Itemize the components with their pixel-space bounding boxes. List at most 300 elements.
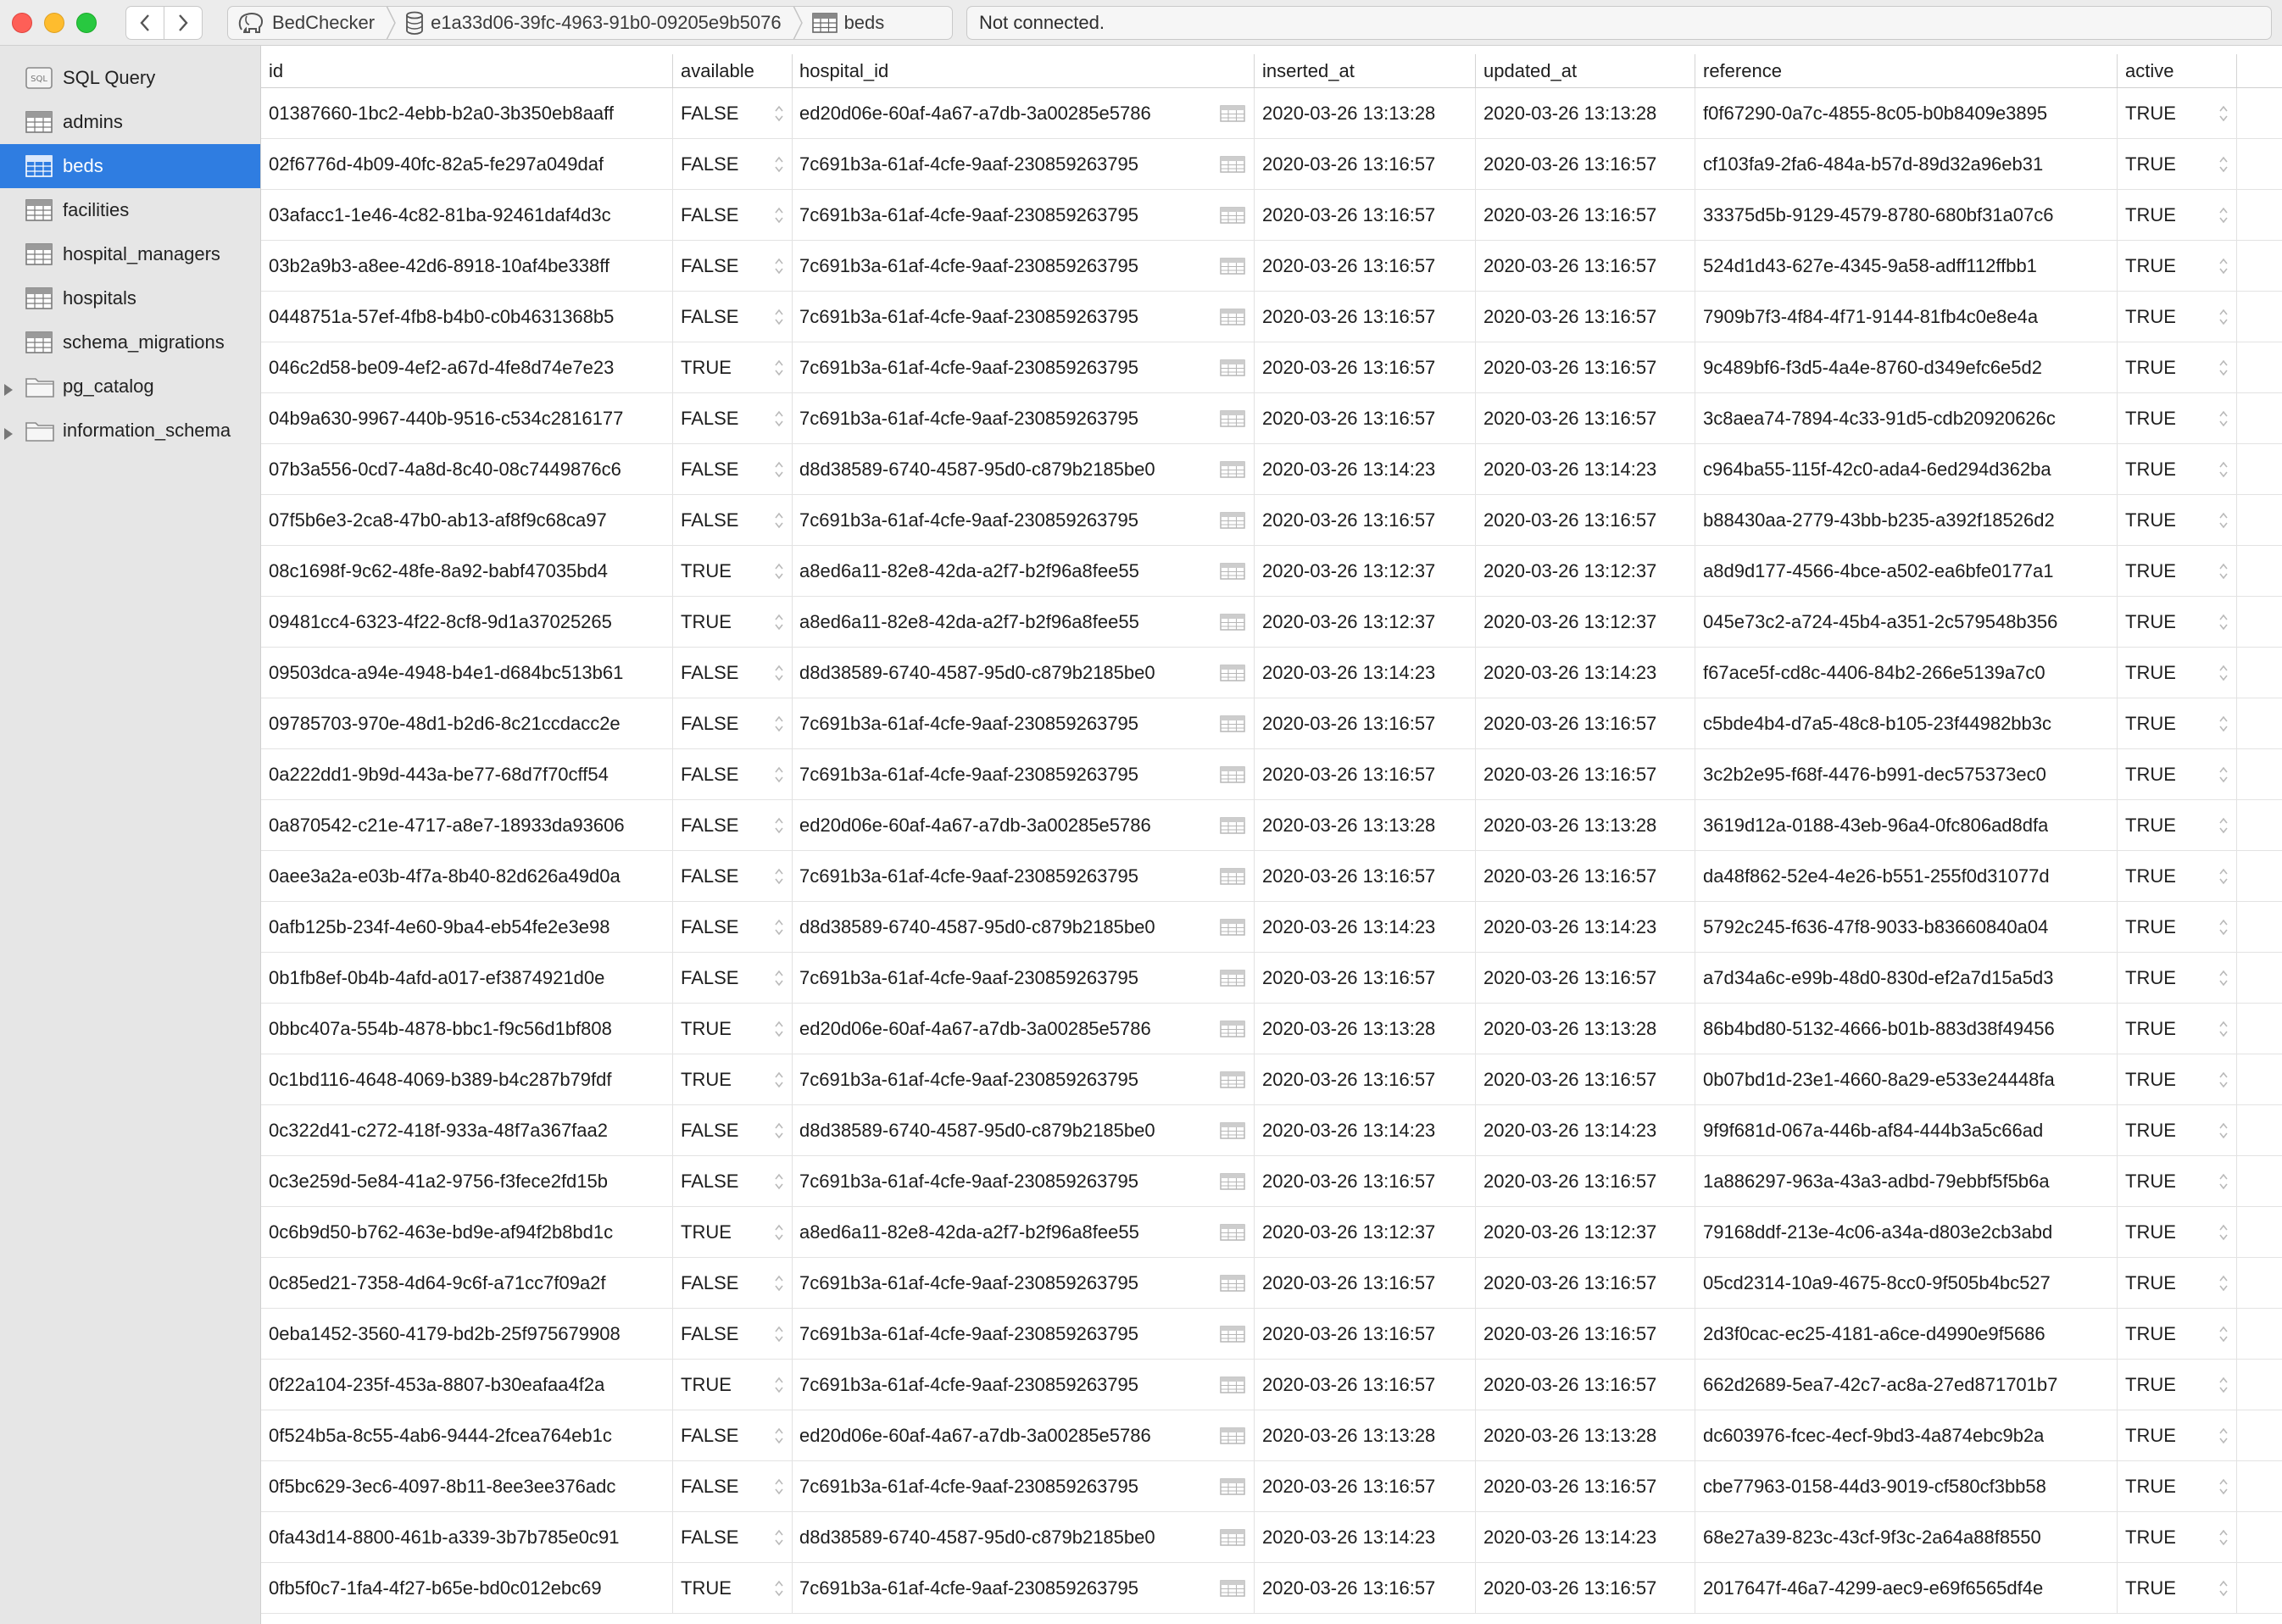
cell-available[interactable] <box>673 1258 793 1308</box>
cell-hospital-id[interactable] <box>792 241 1255 291</box>
cell-id[interactable] <box>261 902 673 952</box>
up-down-chevron-icon[interactable] <box>2218 1325 2229 1348</box>
up-down-chevron-icon[interactable] <box>2218 409 2229 432</box>
cell-available[interactable] <box>673 444 793 494</box>
cell-active[interactable] <box>2118 190 2237 240</box>
table-row[interactable] <box>261 1207 2282 1258</box>
cell-hospital-id[interactable] <box>792 1207 1255 1257</box>
cell-inserted-at[interactable] <box>1255 800 1476 850</box>
cell-reference[interactable] <box>1695 1461 2118 1511</box>
table-row[interactable] <box>261 1461 2282 1512</box>
cell-inserted-at[interactable] <box>1255 1054 1476 1104</box>
foreign-key-table-icon[interactable] <box>1220 207 1245 228</box>
cell-hospital-id[interactable] <box>792 1563 1255 1613</box>
up-down-chevron-icon[interactable] <box>774 1579 784 1602</box>
up-down-chevron-icon[interactable] <box>774 1020 784 1043</box>
disclosure-triangle-icon[interactable] <box>3 380 14 402</box>
cell-inserted-at[interactable] <box>1255 1563 1476 1613</box>
cell-active[interactable] <box>2118 139 2237 189</box>
up-down-chevron-icon[interactable] <box>774 1427 784 1449</box>
cell-inserted-at[interactable] <box>1255 1105 1476 1155</box>
cell-inserted-at[interactable] <box>1255 902 1476 952</box>
cell-reference[interactable] <box>1695 902 2118 952</box>
cell-available[interactable] <box>673 1105 793 1155</box>
minimize-window-button[interactable] <box>44 13 64 33</box>
foreign-key-table-icon[interactable] <box>1220 1580 1245 1601</box>
cell-active[interactable] <box>2118 698 2237 748</box>
cell-updated-at[interactable] <box>1476 1410 1695 1460</box>
foreign-key-table-icon[interactable] <box>1220 766 1245 787</box>
up-down-chevron-icon[interactable] <box>774 460 784 483</box>
cell-id[interactable] <box>261 698 673 748</box>
cell-available[interactable] <box>673 1004 793 1054</box>
cell-hospital-id[interactable] <box>792 495 1255 545</box>
cell-id[interactable] <box>261 1563 673 1613</box>
cell-id[interactable] <box>261 444 673 494</box>
cell-updated-at[interactable] <box>1476 698 1695 748</box>
cell-updated-at[interactable] <box>1476 851 1695 901</box>
cell-reference[interactable] <box>1695 851 2118 901</box>
cell-active[interactable] <box>2118 953 2237 1003</box>
zoom-window-button[interactable] <box>76 13 97 33</box>
cell-updated-at[interactable] <box>1476 902 1695 952</box>
cell-id[interactable] <box>261 1156 673 1206</box>
cell-updated-at[interactable] <box>1476 444 1695 494</box>
up-down-chevron-icon[interactable] <box>774 969 784 992</box>
cell-reference[interactable] <box>1695 190 2118 240</box>
cell-available[interactable] <box>673 1512 793 1562</box>
up-down-chevron-icon[interactable] <box>2218 1274 2229 1297</box>
up-down-chevron-icon[interactable] <box>774 1172 784 1195</box>
table-row[interactable] <box>261 648 2282 698</box>
up-down-chevron-icon[interactable] <box>774 1274 784 1297</box>
table-row[interactable] <box>261 292 2282 342</box>
cell-available[interactable] <box>673 648 793 698</box>
cell-reference[interactable] <box>1695 241 2118 291</box>
up-down-chevron-icon[interactable] <box>774 918 784 941</box>
table-row[interactable] <box>261 800 2282 851</box>
cell-id[interactable] <box>261 241 673 291</box>
table-row[interactable] <box>261 1004 2282 1054</box>
up-down-chevron-icon[interactable] <box>2218 257 2229 280</box>
cell-updated-at[interactable] <box>1476 953 1695 1003</box>
cell-inserted-at[interactable] <box>1255 1461 1476 1511</box>
cell-hospital-id[interactable] <box>792 851 1255 901</box>
cell-id[interactable] <box>261 1004 673 1054</box>
cell-updated-at[interactable] <box>1476 241 1695 291</box>
cell-hospital-id[interactable] <box>792 597 1255 647</box>
cell-hospital-id[interactable] <box>792 342 1255 392</box>
cell-reference[interactable] <box>1695 444 2118 494</box>
cell-active[interactable] <box>2118 1360 2237 1410</box>
up-down-chevron-icon[interactable] <box>774 359 784 381</box>
table-row[interactable] <box>261 851 2282 902</box>
sidebar-item-schema-migrations[interactable] <box>0 320 260 364</box>
table-row[interactable] <box>261 342 2282 393</box>
foreign-key-table-icon[interactable] <box>1220 1326 1245 1347</box>
cell-active[interactable] <box>2118 648 2237 698</box>
up-down-chevron-icon[interactable] <box>2218 1528 2229 1551</box>
cell-active[interactable] <box>2118 241 2237 291</box>
up-down-chevron-icon[interactable] <box>774 308 784 331</box>
table-row[interactable] <box>261 444 2282 495</box>
cell-inserted-at[interactable] <box>1255 749 1476 799</box>
cell-updated-at[interactable] <box>1476 1207 1695 1257</box>
cell-hospital-id[interactable] <box>792 444 1255 494</box>
cell-id[interactable] <box>261 1360 673 1410</box>
cell-active[interactable] <box>2118 1563 2237 1613</box>
up-down-chevron-icon[interactable] <box>2218 664 2229 687</box>
up-down-chevron-icon[interactable] <box>774 1121 784 1144</box>
foreign-key-table-icon[interactable] <box>1220 665 1245 686</box>
cell-inserted-at[interactable] <box>1255 1309 1476 1359</box>
cell-id[interactable] <box>261 648 673 698</box>
cell-updated-at[interactable] <box>1476 88 1695 138</box>
cell-hospital-id[interactable] <box>792 546 1255 596</box>
cell-reference[interactable] <box>1695 1410 2118 1460</box>
up-down-chevron-icon[interactable] <box>2218 969 2229 992</box>
up-down-chevron-icon[interactable] <box>2218 562 2229 585</box>
cell-available[interactable] <box>673 597 793 647</box>
cell-inserted-at[interactable] <box>1255 139 1476 189</box>
table-row[interactable] <box>261 902 2282 953</box>
cell-updated-at[interactable] <box>1476 546 1695 596</box>
table-row[interactable] <box>261 1563 2282 1614</box>
cell-updated-at[interactable] <box>1476 1309 1695 1359</box>
cell-inserted-at[interactable] <box>1255 546 1476 596</box>
column-header-available[interactable]: available <box>673 54 793 87</box>
cell-active[interactable] <box>2118 495 2237 545</box>
foreign-key-table-icon[interactable] <box>1220 1377 1245 1398</box>
cell-hospital-id[interactable] <box>792 902 1255 952</box>
cell-updated-at[interactable] <box>1476 495 1695 545</box>
foreign-key-table-icon[interactable] <box>1220 359 1245 381</box>
cell-hospital-id[interactable] <box>792 88 1255 138</box>
table-row[interactable] <box>261 190 2282 241</box>
cell-updated-at[interactable] <box>1476 190 1695 240</box>
table-row[interactable] <box>261 749 2282 800</box>
foreign-key-table-icon[interactable] <box>1220 1427 1245 1449</box>
sidebar-item-pg-catalog[interactable] <box>0 364 260 409</box>
cell-active[interactable] <box>2118 444 2237 494</box>
cell-available[interactable] <box>673 1563 793 1613</box>
forward-button[interactable] <box>164 6 203 40</box>
cell-available[interactable] <box>673 800 793 850</box>
table-row[interactable] <box>261 1258 2282 1309</box>
cell-available[interactable] <box>673 1054 793 1104</box>
column-header-active[interactable]: active <box>2118 54 2237 87</box>
cell-active[interactable] <box>2118 1512 2237 1562</box>
up-down-chevron-icon[interactable] <box>2218 867 2229 890</box>
cell-updated-at[interactable] <box>1476 342 1695 392</box>
cell-hospital-id[interactable] <box>792 1105 1255 1155</box>
cell-inserted-at[interactable] <box>1255 1410 1476 1460</box>
cell-inserted-at[interactable] <box>1255 190 1476 240</box>
cell-inserted-at[interactable] <box>1255 88 1476 138</box>
cell-id[interactable] <box>261 88 673 138</box>
foreign-key-table-icon[interactable] <box>1220 309 1245 330</box>
cell-id[interactable] <box>261 1309 673 1359</box>
disclosure-triangle-icon[interactable] <box>3 424 14 446</box>
up-down-chevron-icon[interactable] <box>2218 1223 2229 1246</box>
table-row[interactable] <box>261 546 2282 597</box>
table-row[interactable] <box>261 1309 2282 1360</box>
table-row[interactable] <box>261 1410 2282 1461</box>
table-row[interactable] <box>261 241 2282 292</box>
cell-active[interactable] <box>2118 1156 2237 1206</box>
cell-updated-at[interactable] <box>1476 139 1695 189</box>
cell-available[interactable] <box>673 1207 793 1257</box>
up-down-chevron-icon[interactable] <box>774 1223 784 1246</box>
cell-available[interactable] <box>673 190 793 240</box>
cell-available[interactable] <box>673 851 793 901</box>
cell-active[interactable] <box>2118 800 2237 850</box>
cell-available[interactable] <box>673 546 793 596</box>
up-down-chevron-icon[interactable] <box>2218 511 2229 534</box>
foreign-key-table-icon[interactable] <box>1220 614 1245 635</box>
cell-active[interactable] <box>2118 546 2237 596</box>
up-down-chevron-icon[interactable] <box>2218 460 2229 483</box>
cell-updated-at[interactable] <box>1476 800 1695 850</box>
column-header-hospital-id[interactable]: hospital_id <box>792 54 1255 87</box>
sidebar-item-sql-query[interactable] <box>0 56 260 100</box>
foreign-key-table-icon[interactable] <box>1220 1275 1245 1296</box>
cell-active[interactable] <box>2118 851 2237 901</box>
foreign-key-table-icon[interactable] <box>1220 919 1245 940</box>
cell-active[interactable] <box>2118 1410 2237 1460</box>
cell-reference[interactable] <box>1695 1105 2118 1155</box>
up-down-chevron-icon[interactable] <box>774 765 784 788</box>
cell-updated-at[interactable] <box>1476 648 1695 698</box>
cell-active[interactable] <box>2118 88 2237 138</box>
cell-available[interactable] <box>673 953 793 1003</box>
up-down-chevron-icon[interactable] <box>2218 1427 2229 1449</box>
up-down-chevron-icon[interactable] <box>774 562 784 585</box>
cell-id[interactable] <box>261 139 673 189</box>
up-down-chevron-icon[interactable] <box>2218 1376 2229 1399</box>
up-down-chevron-icon[interactable] <box>774 1376 784 1399</box>
cell-updated-at[interactable] <box>1476 749 1695 799</box>
cell-available[interactable] <box>673 342 793 392</box>
cell-active[interactable] <box>2118 749 2237 799</box>
cell-id[interactable] <box>261 342 673 392</box>
cell-updated-at[interactable] <box>1476 1004 1695 1054</box>
cell-id[interactable] <box>261 1207 673 1257</box>
table-row[interactable] <box>261 1054 2282 1105</box>
cell-reference[interactable] <box>1695 1360 2118 1410</box>
up-down-chevron-icon[interactable] <box>774 816 784 839</box>
cell-updated-at[interactable] <box>1476 597 1695 647</box>
cell-updated-at[interactable] <box>1476 1054 1695 1104</box>
foreign-key-table-icon[interactable] <box>1220 461 1245 482</box>
cell-hospital-id[interactable] <box>792 749 1255 799</box>
up-down-chevron-icon[interactable] <box>774 257 784 280</box>
up-down-chevron-icon[interactable] <box>774 613 784 636</box>
cell-id[interactable] <box>261 546 673 596</box>
cell-reference[interactable] <box>1695 292 2118 342</box>
cell-hospital-id[interactable] <box>792 1512 1255 1562</box>
breadcrumb-table[interactable] <box>804 7 895 39</box>
cell-hospital-id[interactable] <box>792 1156 1255 1206</box>
cell-updated-at[interactable] <box>1476 1512 1695 1562</box>
cell-hospital-id[interactable] <box>792 139 1255 189</box>
cell-active[interactable] <box>2118 342 2237 392</box>
cell-available[interactable] <box>673 698 793 748</box>
cell-hospital-id[interactable] <box>792 292 1255 342</box>
up-down-chevron-icon[interactable] <box>2218 816 2229 839</box>
cell-id[interactable] <box>261 749 673 799</box>
cell-active[interactable] <box>2118 1004 2237 1054</box>
up-down-chevron-icon[interactable] <box>774 104 784 127</box>
cell-inserted-at[interactable] <box>1255 1156 1476 1206</box>
cell-active[interactable] <box>2118 1054 2237 1104</box>
cell-reference[interactable] <box>1695 648 2118 698</box>
up-down-chevron-icon[interactable] <box>2218 359 2229 381</box>
cell-reference[interactable] <box>1695 1563 2118 1613</box>
cell-available[interactable] <box>673 393 793 443</box>
up-down-chevron-icon[interactable] <box>2218 1020 2229 1043</box>
cell-reference[interactable] <box>1695 1207 2118 1257</box>
cell-reference[interactable] <box>1695 749 2118 799</box>
column-header-updated-at[interactable]: updated_at <box>1476 54 1695 87</box>
sidebar-item-information-schema[interactable] <box>0 409 260 453</box>
cell-inserted-at[interactable] <box>1255 953 1476 1003</box>
cell-id[interactable] <box>261 1410 673 1460</box>
cell-available[interactable] <box>673 88 793 138</box>
column-header-id[interactable]: id <box>261 54 673 87</box>
cell-hospital-id[interactable] <box>792 190 1255 240</box>
cell-inserted-at[interactable] <box>1255 1360 1476 1410</box>
close-window-button[interactable] <box>12 13 32 33</box>
cell-id[interactable] <box>261 1512 673 1562</box>
foreign-key-table-icon[interactable] <box>1220 1021 1245 1042</box>
cell-hospital-id[interactable] <box>792 393 1255 443</box>
cell-active[interactable] <box>2118 1461 2237 1511</box>
up-down-chevron-icon[interactable] <box>774 409 784 432</box>
foreign-key-table-icon[interactable] <box>1220 512 1245 533</box>
up-down-chevron-icon[interactable] <box>774 1477 784 1500</box>
cell-updated-at[interactable] <box>1476 292 1695 342</box>
up-down-chevron-icon[interactable] <box>2218 206 2229 229</box>
cell-hospital-id[interactable] <box>792 1309 1255 1359</box>
cell-hospital-id[interactable] <box>792 1054 1255 1104</box>
cell-id[interactable] <box>261 1054 673 1104</box>
table-row[interactable] <box>261 1360 2282 1410</box>
up-down-chevron-icon[interactable] <box>2218 613 2229 636</box>
up-down-chevron-icon[interactable] <box>2218 715 2229 737</box>
cell-id[interactable] <box>261 190 673 240</box>
cell-inserted-at[interactable] <box>1255 495 1476 545</box>
cell-id[interactable] <box>261 292 673 342</box>
foreign-key-table-icon[interactable] <box>1220 1173 1245 1194</box>
up-down-chevron-icon[interactable] <box>774 664 784 687</box>
cell-available[interactable] <box>673 1156 793 1206</box>
table-row[interactable] <box>261 393 2282 444</box>
cell-reference[interactable] <box>1695 1258 2118 1308</box>
foreign-key-table-icon[interactable] <box>1220 1478 1245 1499</box>
up-down-chevron-icon[interactable] <box>774 1325 784 1348</box>
up-down-chevron-icon[interactable] <box>2218 765 2229 788</box>
back-button[interactable] <box>125 6 164 40</box>
cell-available[interactable] <box>673 1309 793 1359</box>
cell-reference[interactable] <box>1695 342 2118 392</box>
cell-updated-at[interactable] <box>1476 1563 1695 1613</box>
up-down-chevron-icon[interactable] <box>774 206 784 229</box>
cell-hospital-id[interactable] <box>792 1410 1255 1460</box>
cell-active[interactable] <box>2118 1258 2237 1308</box>
cell-id[interactable] <box>261 393 673 443</box>
cell-inserted-at[interactable] <box>1255 393 1476 443</box>
cell-hospital-id[interactable] <box>792 648 1255 698</box>
cell-available[interactable] <box>673 1360 793 1410</box>
foreign-key-table-icon[interactable] <box>1220 817 1245 838</box>
foreign-key-table-icon[interactable] <box>1220 105 1245 126</box>
breadcrumb-connection[interactable] <box>228 7 385 39</box>
cell-reference[interactable] <box>1695 953 2118 1003</box>
sidebar-item-hospital-managers[interactable] <box>0 232 260 276</box>
cell-active[interactable] <box>2118 393 2237 443</box>
cell-inserted-at[interactable] <box>1255 1512 1476 1562</box>
cell-reference[interactable] <box>1695 495 2118 545</box>
cell-id[interactable] <box>261 1258 673 1308</box>
column-header-reference[interactable]: reference <box>1695 54 2118 87</box>
cell-id[interactable] <box>261 495 673 545</box>
table-row[interactable] <box>261 88 2282 139</box>
up-down-chevron-icon[interactable] <box>2218 918 2229 941</box>
table-row[interactable] <box>261 698 2282 749</box>
foreign-key-table-icon[interactable] <box>1220 410 1245 431</box>
cell-reference[interactable] <box>1695 1054 2118 1104</box>
cell-inserted-at[interactable] <box>1255 1258 1476 1308</box>
cell-hospital-id[interactable] <box>792 698 1255 748</box>
sidebar-item-hospitals[interactable] <box>0 276 260 320</box>
cell-available[interactable] <box>673 1410 793 1460</box>
cell-reference[interactable] <box>1695 1512 2118 1562</box>
up-down-chevron-icon[interactable] <box>2218 1071 2229 1093</box>
up-down-chevron-icon[interactable] <box>2218 1172 2229 1195</box>
up-down-chevron-icon[interactable] <box>2218 1477 2229 1500</box>
cell-reference[interactable] <box>1695 393 2118 443</box>
cell-inserted-at[interactable] <box>1255 241 1476 291</box>
cell-reference[interactable] <box>1695 139 2118 189</box>
cell-hospital-id[interactable] <box>792 1004 1255 1054</box>
sidebar-item-admins[interactable] <box>0 100 260 144</box>
cell-active[interactable] <box>2118 902 2237 952</box>
cell-inserted-at[interactable] <box>1255 851 1476 901</box>
foreign-key-table-icon[interactable] <box>1220 156 1245 177</box>
up-down-chevron-icon[interactable] <box>2218 104 2229 127</box>
cell-available[interactable] <box>673 139 793 189</box>
cell-active[interactable] <box>2118 1309 2237 1359</box>
cell-inserted-at[interactable] <box>1255 444 1476 494</box>
cell-inserted-at[interactable] <box>1255 292 1476 342</box>
cell-reference[interactable] <box>1695 1156 2118 1206</box>
cell-id[interactable] <box>261 1105 673 1155</box>
up-down-chevron-icon[interactable] <box>774 511 784 534</box>
cell-hospital-id[interactable] <box>792 800 1255 850</box>
table-row[interactable] <box>261 1512 2282 1563</box>
cell-updated-at[interactable] <box>1476 1360 1695 1410</box>
up-down-chevron-icon[interactable] <box>2218 308 2229 331</box>
cell-available[interactable] <box>673 292 793 342</box>
cell-active[interactable] <box>2118 1105 2237 1155</box>
cell-inserted-at[interactable] <box>1255 648 1476 698</box>
foreign-key-table-icon[interactable] <box>1220 1529 1245 1550</box>
cell-reference[interactable] <box>1695 1309 2118 1359</box>
foreign-key-table-icon[interactable] <box>1220 1071 1245 1093</box>
up-down-chevron-icon[interactable] <box>774 715 784 737</box>
cell-updated-at[interactable] <box>1476 393 1695 443</box>
